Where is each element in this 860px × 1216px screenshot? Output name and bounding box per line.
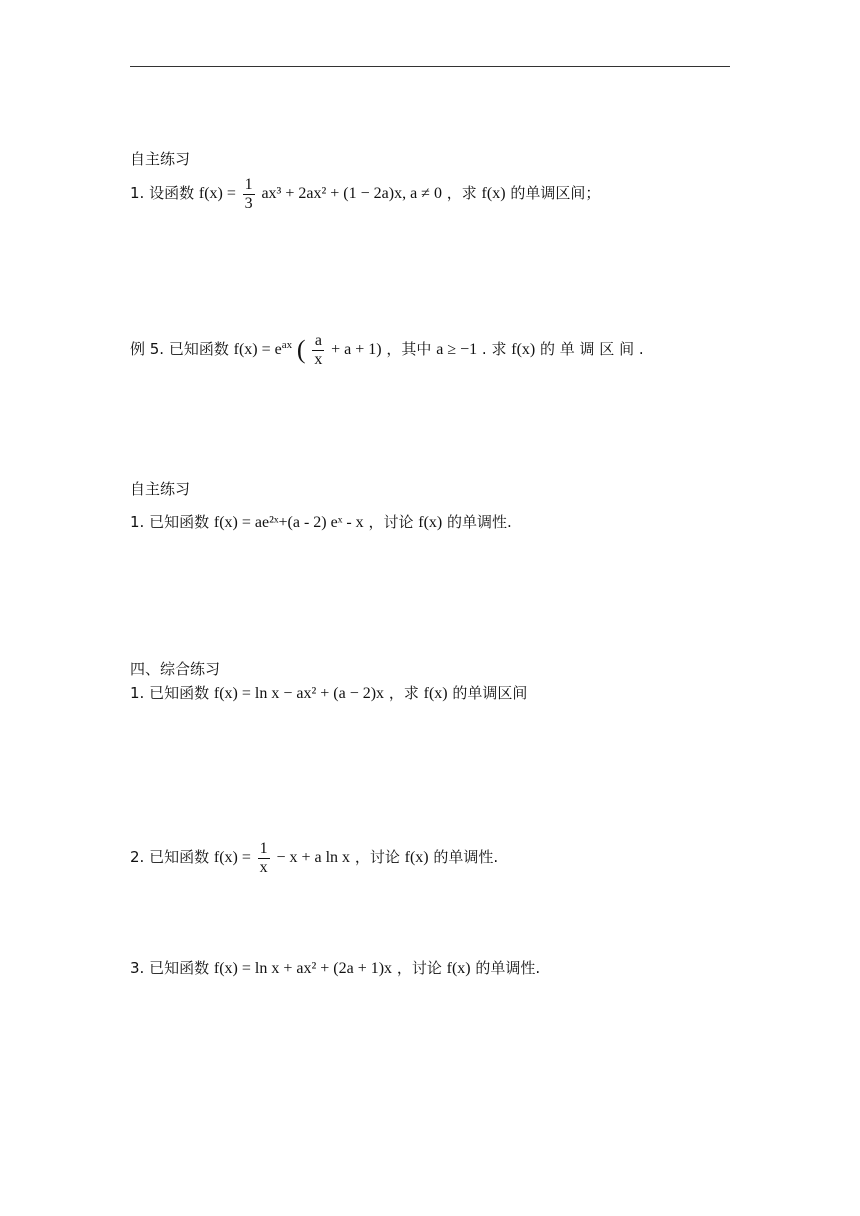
function-ref: f(x) <box>511 341 536 359</box>
function-lhs: f(x) = <box>198 185 236 203</box>
function-rhs: − x + a ln x <box>276 849 351 867</box>
problem-prefix: 2. 已知函数 <box>130 848 210 867</box>
problem-mid2: . 求 <box>481 340 507 359</box>
problem-comprehensive-item3 <box>130 961 540 977</box>
fraction <box>312 332 324 368</box>
function-lhs: f(x) = e <box>233 341 282 359</box>
function-expr: f(x) = ln x + ax² + (2a + 1)x <box>213 960 393 977</box>
problem-mid: ，讨论 <box>396 959 442 977</box>
problem-prefix: 1. 设函数 <box>130 184 195 203</box>
function-ref: f(x) <box>418 514 443 531</box>
function-ref: f(x) <box>446 960 471 977</box>
section-heading-practice-1: 自主练习 <box>130 150 191 168</box>
fraction <box>258 840 270 876</box>
section-heading-practice-2: 自主练习 <box>130 480 191 498</box>
problem-prefix: 3. 已知函数 <box>130 959 210 977</box>
function-ref: f(x) <box>481 185 506 203</box>
fraction-denominator: 3 <box>244 194 253 212</box>
problem-prefix: 1. 已知函数 <box>130 684 210 702</box>
exponent: ax <box>281 339 293 352</box>
fraction <box>243 176 255 212</box>
header-rule <box>130 66 730 67</box>
paren-open: ( <box>296 335 306 365</box>
problem-prefix: 1. 已知函数 <box>130 513 210 531</box>
problem-tail: 的单调性. <box>433 848 499 867</box>
paren-rest: + a + 1) <box>331 341 382 359</box>
problem-tail: 的 单 调 区 间 . <box>540 340 644 359</box>
problem-mid: ，其中 <box>386 340 432 359</box>
function-lhs: f(x) = <box>213 849 251 867</box>
problem-tail: 的单调性. <box>447 513 512 531</box>
problem-comprehensive-item2 <box>130 840 498 876</box>
problem-tail: 的单调性. <box>475 959 541 977</box>
function-expr: f(x) = ae²ˣ+(a - 2) eˣ - x <box>213 514 364 531</box>
problem-prefix: 例 5. 已知函数 <box>130 340 229 359</box>
problem-suffix: ，求 <box>446 184 477 203</box>
function-ref: f(x) <box>423 685 448 702</box>
fraction-denominator: x <box>259 858 268 876</box>
fraction-denominator: x <box>314 350 323 368</box>
function-rhs: ax³ + 2ax² + (1 − 2a)x, a ≠ 0 <box>261 185 442 203</box>
problem-example5 <box>130 332 644 368</box>
condition: a ≥ −1 <box>436 341 478 359</box>
problem-tail: 的单调区间； <box>510 184 601 203</box>
problem-mid: ，求 <box>388 684 419 702</box>
function-expr: f(x) = ln x − ax² + (a − 2)x <box>213 685 385 702</box>
problem-tail: 的单调区间 <box>452 684 528 702</box>
problem-mid: ，讨论 <box>354 848 400 867</box>
fraction-numerator: a <box>312 332 324 351</box>
problem-practice1-item1 <box>130 176 600 212</box>
section-heading-comprehensive: 四、综合练习 <box>130 660 221 678</box>
problem-mid: ，讨论 <box>368 513 414 531</box>
fraction-numerator: 1 <box>259 840 268 857</box>
problem-comprehensive-item1 <box>130 686 527 702</box>
fraction-numerator: 1 <box>244 176 253 193</box>
function-ref: f(x) <box>404 849 429 867</box>
problem-practice2-item1 <box>130 515 512 531</box>
